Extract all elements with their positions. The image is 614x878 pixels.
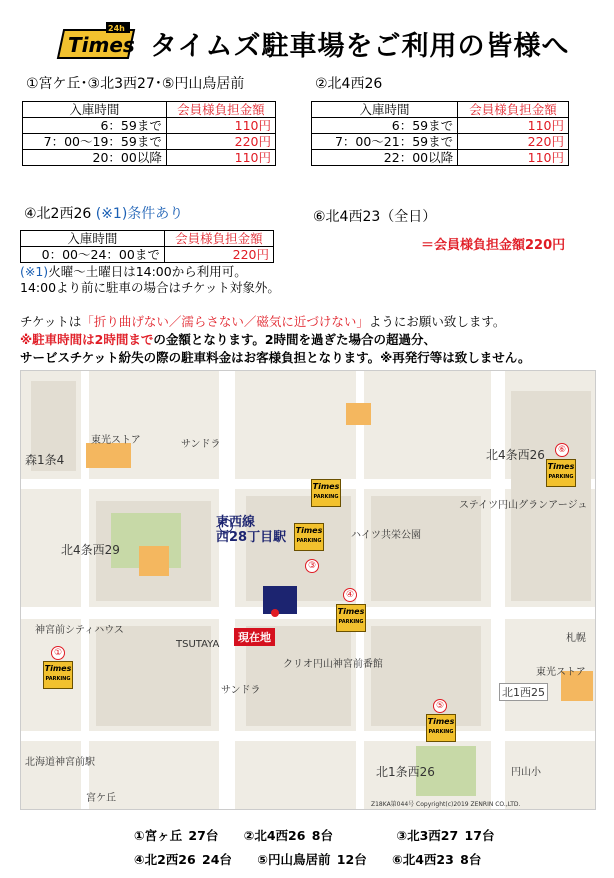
- logo-badge: 24h: [108, 24, 125, 33]
- table-row: [312, 118, 569, 134]
- building-label: ハイツ共栄公園: [351, 530, 421, 541]
- road: [21, 607, 595, 619]
- store-label: サンドラ: [221, 685, 261, 696]
- area-label: 北4条西29: [61, 543, 120, 557]
- station-label: 東西線 西28丁目駅: [216, 515, 287, 545]
- lot-group-2-fee-table: [311, 101, 569, 166]
- logo-text: Times: [68, 33, 135, 57]
- building-label: 北海道神宮前駅: [25, 757, 95, 768]
- ticket-mark: ※: [20, 332, 33, 347]
- store-label: サンドラ: [181, 439, 221, 450]
- building-label: ステイツ円山グランアージュ: [459, 500, 588, 511]
- road: [81, 371, 89, 809]
- parking-number-6: ⑥: [555, 443, 569, 457]
- parking-pin-6[interactable]: [546, 459, 576, 487]
- condition-note-line-2: 14:00より前に駐車の場合はチケット対象外。: [20, 280, 280, 295]
- parking-pin-3[interactable]: [294, 523, 324, 551]
- parking-number-4: ④: [343, 588, 357, 602]
- area-label: 北1条西26: [376, 765, 435, 779]
- area-label: 北4条西26: [486, 448, 545, 462]
- fee-amount: 110円: [166, 150, 275, 166]
- entry-time: 20：00以降: [23, 150, 167, 166]
- legend-item: ②北4西26 8台: [243, 828, 333, 843]
- entry-time: 6：59まで: [312, 118, 458, 134]
- column-header-fee: 会員様負担金額: [166, 102, 275, 118]
- column-header-fee: 会員様負担金額: [164, 231, 273, 247]
- fee-amount: 220円: [166, 134, 275, 150]
- table-row: [312, 150, 569, 166]
- lot-group-4-heading: [24, 203, 183, 223]
- road: [491, 371, 505, 809]
- times-logo-graphic: [56, 22, 136, 60]
- table-header-row: [21, 231, 274, 247]
- pin-label: Times: [44, 664, 72, 673]
- ticket-notice-line-3: サービスチケット紛失の際の駐車料金はお客様負担となります。※再発行等は致しません。: [20, 350, 531, 365]
- fee-amount: 220円: [164, 247, 273, 263]
- pin-sublabel: PARKING: [296, 538, 322, 544]
- ticket-text: ようにお願い致します。: [368, 314, 506, 329]
- building-label: 神宮前シティハウス: [35, 625, 124, 636]
- pin-label: Times: [427, 717, 455, 726]
- column-header-time: 入庫時間: [312, 102, 458, 118]
- fee-amount: 110円: [166, 118, 275, 134]
- intersection-label: 北1西25: [499, 683, 548, 701]
- fee-amount: 110円: [458, 118, 569, 134]
- entry-time: 6：59まで: [23, 118, 167, 134]
- fee-amount: 220円: [458, 134, 569, 150]
- lot-group-1-fee-table: [22, 101, 276, 166]
- column-header-time: 入庫時間: [21, 231, 165, 247]
- condition-note: (※1)条件あり: [95, 206, 184, 222]
- note-text-1: 火曜～土曜日は14:00から利用可。: [48, 264, 247, 279]
- table-row: [23, 134, 276, 150]
- ticket-notice-line-2: [20, 331, 436, 349]
- parking-number-1: ①: [51, 646, 65, 660]
- road: [21, 479, 595, 489]
- parking-pin-4[interactable]: [336, 604, 366, 632]
- road: [21, 731, 595, 741]
- lot-group-4-title: ④北2西26: [24, 206, 92, 222]
- ticket-time-limit: 駐車時間は2時間まで: [32, 332, 154, 347]
- building-label: クリオ円山神宮前番館: [283, 659, 383, 670]
- current-location-building: [263, 586, 297, 614]
- legend-row-2: [134, 850, 481, 868]
- parking-pin-5[interactable]: [426, 714, 456, 742]
- legend-item: ③北3西27 17台: [396, 828, 495, 843]
- pin-label: Times: [547, 462, 575, 471]
- lot-group-2-heading: ②北4西26: [315, 76, 383, 92]
- entry-time: 0：00～24：00まで: [21, 247, 165, 263]
- pin-label: Times: [337, 607, 365, 616]
- pin-sublabel: PARKING: [45, 676, 71, 682]
- legend-item: ⑤円山鳥居前 12台: [257, 852, 367, 867]
- fee-amount: 110円: [458, 150, 569, 166]
- lot-group-4-fee-table: [20, 230, 274, 263]
- building: [346, 403, 371, 425]
- store-label: 東光ストア: [536, 667, 586, 678]
- times-logo: [56, 22, 136, 60]
- city-block: [371, 626, 481, 726]
- area-label: 森1条4: [25, 453, 65, 467]
- condition-note-line-1: [20, 264, 247, 280]
- pin-sublabel: PARKING: [548, 474, 574, 480]
- table-row: [23, 150, 276, 166]
- table-row: [21, 247, 274, 263]
- table-header-row: [23, 102, 276, 118]
- parking-pin-2[interactable]: [311, 479, 341, 507]
- pin-label: Times: [295, 526, 323, 535]
- parking-number-3: ③: [305, 559, 319, 573]
- station-icon: [219, 519, 233, 533]
- school-label: 円山小: [511, 767, 541, 778]
- lot-group-1-heading: ①宮ケ丘･③北3西27･⑤円山鳥居前: [26, 76, 245, 92]
- current-location-marker: [271, 609, 279, 617]
- lot-group-6-fee: ＝会員様負担金額220円: [421, 238, 566, 253]
- area-label: 宮ケ丘: [86, 793, 116, 804]
- parking-pin-1[interactable]: [43, 661, 73, 689]
- legend-item: ⑥北4西23 8台: [392, 852, 482, 867]
- main-road: [219, 371, 235, 809]
- pin-sublabel: PARKING: [338, 619, 364, 625]
- legend-item: ①宮ヶ丘 27台: [134, 828, 219, 843]
- legend-row-1: [134, 826, 494, 844]
- current-location-label: 現在地: [234, 628, 275, 646]
- store-label: TSUTAYA: [176, 639, 220, 650]
- ticket-text: の金額となります。2時間を過ぎた場合の超過分、: [153, 332, 437, 347]
- entry-time: 7：00～19：59まで: [23, 134, 167, 150]
- ticket-warning: 「折り曲げない／濡らさない／磁気に近づけない」: [81, 314, 369, 329]
- ticket-text: チケットは: [20, 314, 82, 329]
- table-row: [312, 134, 569, 150]
- table-row: [23, 118, 276, 134]
- column-header-fee: 会員様負担金額: [458, 102, 569, 118]
- page-title: タイムズ駐車場をご利用の皆様へ: [150, 31, 570, 62]
- city-block: [371, 496, 481, 601]
- table-header-row: [312, 102, 569, 118]
- lot-group-6-heading: ⑥北4西23（全日）: [313, 209, 437, 225]
- area-label: 札幌: [566, 633, 586, 644]
- road: [356, 371, 364, 809]
- pin-sublabel: PARKING: [428, 729, 454, 735]
- column-header-time: 入庫時間: [23, 102, 167, 118]
- pin-sublabel: PARKING: [313, 494, 339, 500]
- ticket-notice-line-1: [20, 313, 505, 331]
- building: [139, 546, 169, 576]
- legend-item: ④北2西26 24台: [134, 852, 232, 867]
- area-map: [20, 370, 596, 810]
- entry-time: 22：00以降: [312, 150, 458, 166]
- note-mark: (※1): [20, 264, 49, 279]
- store-label: 東光ストア: [91, 435, 141, 446]
- pin-label: Times: [312, 482, 340, 491]
- map-copyright: Z18KA第044号 Copyright(c)2019 ZENRIN CO.,LTD.: [371, 801, 521, 808]
- building: [86, 443, 131, 468]
- parking-number-5: ⑤: [433, 699, 447, 713]
- entry-time: 7：00～21：59まで: [312, 134, 458, 150]
